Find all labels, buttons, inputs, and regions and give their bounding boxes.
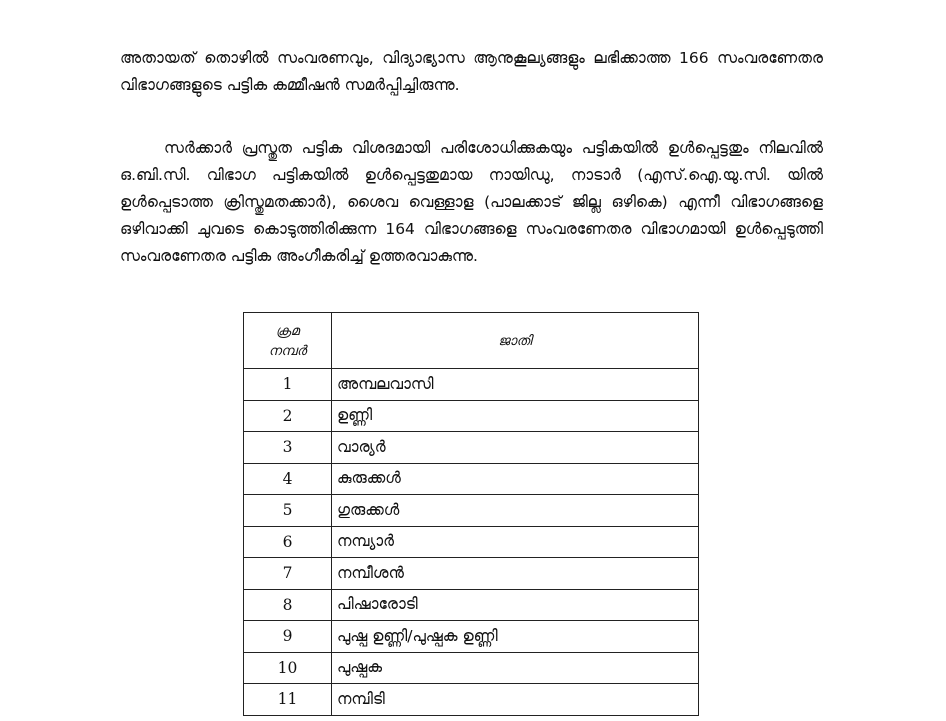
table-row bbox=[244, 432, 699, 464]
header-serial-line2: നമ്പർ bbox=[268, 342, 307, 359]
caste-table bbox=[243, 312, 699, 716]
table-row bbox=[244, 652, 699, 684]
row-caste: ഉണ്ണി bbox=[332, 400, 699, 432]
row-number: 3 bbox=[244, 432, 332, 464]
row-caste: ഗുരുക്കൾ bbox=[332, 495, 699, 527]
table-row bbox=[244, 526, 699, 558]
table-row bbox=[244, 400, 699, 432]
row-number: 5 bbox=[244, 495, 332, 527]
row-caste: പുഷ്പ ഉണ്ണി/പുഷ്പക ഉണ്ണി bbox=[332, 621, 699, 653]
row-caste: പുഷ്പക bbox=[332, 652, 699, 684]
row-caste: കുരുക്കൾ bbox=[332, 463, 699, 495]
row-number: 2 bbox=[244, 400, 332, 432]
table-row bbox=[244, 558, 699, 590]
row-caste: നമ്പീശൻ bbox=[332, 558, 699, 590]
table-row bbox=[244, 463, 699, 495]
table-row bbox=[244, 369, 699, 401]
row-number: 6 bbox=[244, 526, 332, 558]
row-caste: അമ്പലവാസി bbox=[332, 369, 699, 401]
row-caste: പിഷാരോടി bbox=[332, 589, 699, 621]
row-number: 4 bbox=[244, 463, 332, 495]
row-number: 11 bbox=[244, 684, 332, 716]
row-number: 10 bbox=[244, 652, 332, 684]
table-row bbox=[244, 684, 699, 716]
row-number: 9 bbox=[244, 621, 332, 653]
row-number: 7 bbox=[244, 558, 332, 590]
table-row bbox=[244, 589, 699, 621]
row-caste: നമ്പിടി bbox=[332, 684, 699, 716]
header-serial-line1: ക്രമ bbox=[275, 322, 300, 339]
table-row bbox=[244, 621, 699, 653]
header-serial-number bbox=[244, 313, 332, 369]
table-row bbox=[244, 495, 699, 527]
row-caste: നമ്പ്യാർ bbox=[332, 526, 699, 558]
row-number: 8 bbox=[244, 589, 332, 621]
header-caste: ജാതി bbox=[332, 313, 699, 369]
paragraph-commission-list: അതായത് തൊഴിൽ സംവരണവും, വിദ്യാഭ്യാസ ആനുകൂല്യങ്ങളും ലഭിക്കാത്ത 166 സംവരണേതര വിഭാഗങ്ങളുടെ പട്ടിക കമ്മീഷൻ സമർപ്പിച്ചിരുന്നു. bbox=[120, 48, 823, 94]
paragraph-government-order: സർക്കാർ പ്രസ്തുത പട്ടിക വിശദമായി പരിശോധിക്കുകയും പട്ടികയിൽ ഉൾപ്പെട്ടതും നിലവിൽ ഒ.ബി.സി. വിഭാഗ പട്ടികയിൽ ഉൾപ്പെട്ടതുമായ നായിഡു, നാടാർ (എസ്.ഐ.യു.സി. യിൽ ഉൾപ്പെടാത്ത ക്രിസ്തുമതക്കാർ), ശൈവ വെള്ളാള (പാലക്കാട് ജില്ല ഒഴികെ) എന്നീ വിഭാഗങ്ങളെ ഒഴിവാക്കി ചുവടെ കൊടുത്തിരിക്കുന്ന 164 വിഭാഗങ്ങളെ സംവരണേതര വിഭാഗമായി ഉൾപ്പെടുത്തി സംവരണേതര പട്ടിക അംഗീകരിച്ച് ഉത്തരവാകുന്നു. bbox=[120, 138, 823, 265]
table-header-row bbox=[244, 313, 699, 369]
row-number: 1 bbox=[244, 369, 332, 401]
row-caste: വാര്യർ bbox=[332, 432, 699, 464]
